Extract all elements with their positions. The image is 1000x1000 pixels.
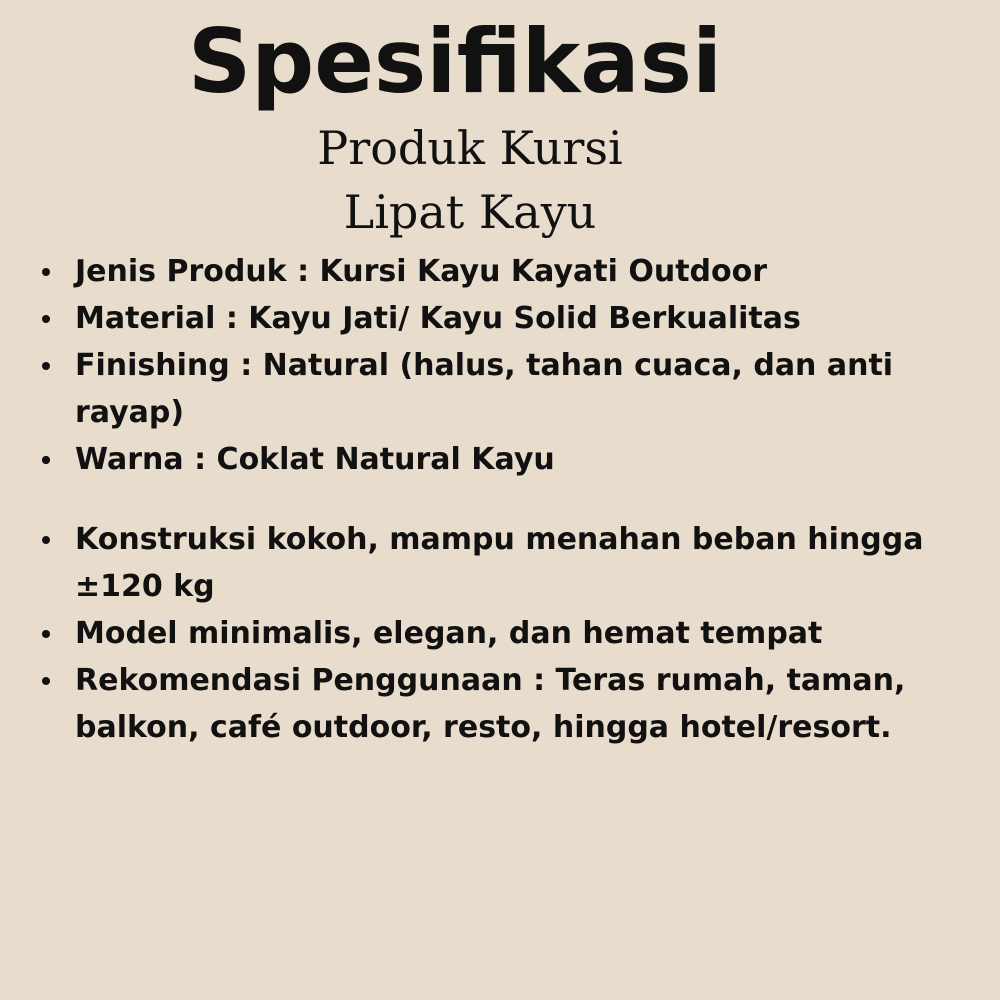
product-subtitle-line-2: Lipat Kayu xyxy=(343,185,597,239)
spec-text: Rekomendasi Penggunaan : Teras rumah, taman, balkon, café outdoor, resto, hingga hotel/resort. xyxy=(75,663,906,745)
spec-item-product-type xyxy=(42,248,972,295)
bullet-icon xyxy=(42,630,50,638)
bullet-icon xyxy=(42,677,50,685)
page-title: Spesifikasi xyxy=(187,10,723,113)
spec-text: Jenis Produk : Kursi Kayu Kayati Outdoor xyxy=(75,254,768,289)
bullet-icon xyxy=(42,315,50,323)
spec-text: Warna : Coklat Natural Kayu xyxy=(75,442,555,477)
product-subtitle-line-1: Produk Kursi xyxy=(317,121,623,175)
spec-item-color xyxy=(42,436,972,483)
list-spacer xyxy=(42,483,972,516)
bullet-icon xyxy=(42,456,50,464)
bullet-icon xyxy=(42,362,50,370)
spec-item-material xyxy=(42,295,972,342)
bullet-icon xyxy=(42,268,50,276)
spec-text: Material : Kayu Jati/ Kayu Solid Berkualitas xyxy=(75,301,801,336)
specification-list xyxy=(42,248,972,751)
spec-text: Konstruksi kokoh, mampu menahan beban hingga ±120 kg xyxy=(75,522,924,604)
spec-text: Finishing : Natural (halus, tahan cuaca, dan anti rayap) xyxy=(75,348,894,430)
spec-item-construction xyxy=(42,516,972,610)
spec-text: Model minimalis, elegan, dan hemat tempat xyxy=(75,616,823,651)
bullet-icon xyxy=(42,536,50,544)
spec-item-recommended-use xyxy=(42,657,972,751)
spec-item-finishing xyxy=(42,342,972,436)
spec-item-model xyxy=(42,610,972,657)
